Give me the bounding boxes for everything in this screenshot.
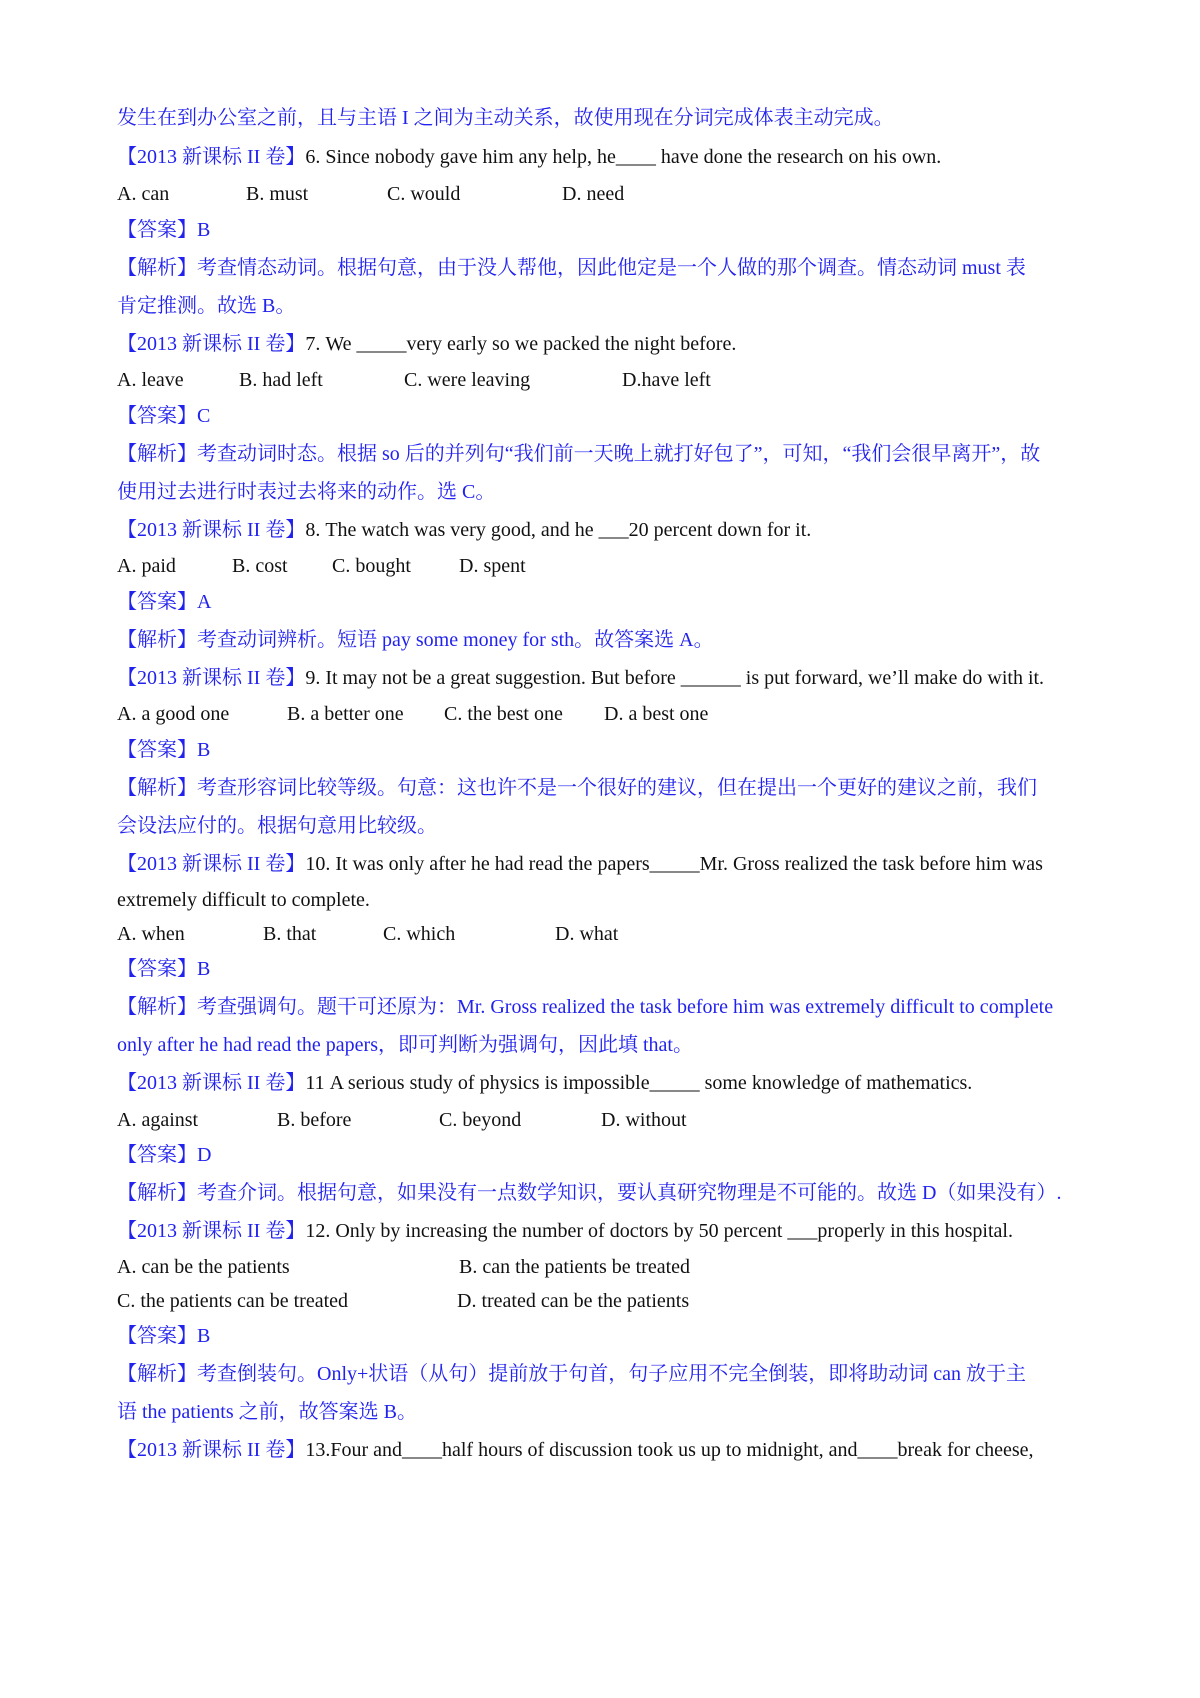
option-c: C. the best one [444, 703, 563, 725]
option-a: A. paid [117, 555, 176, 577]
option-b: B. can the patients be treated [459, 1256, 691, 1278]
question-text: 12. Only by increasing the number of doctors by 50 percent ___properly in this hospital. [305, 1220, 1013, 1242]
explanation: only after he had read the papers，即可判断为强调句，因此填 that。 [117, 1034, 693, 1056]
explanation: 【解析】考查形容词比较等级。句意：这也许不是一个很好的建议，但在提出一个更好的建议之前，我们 [117, 777, 1037, 799]
option-d: D. spent [459, 555, 526, 577]
explanation: 使用过去进行时表过去将来的动作。选 C。 [117, 481, 496, 503]
question-text: 9. It may not be a great suggestion. But before ______ is put forward, we’ll make do with it. [305, 667, 1045, 689]
question-9 [117, 664, 1097, 692]
option-d: D.have left [622, 369, 711, 391]
option-c: C. bought [332, 555, 411, 577]
option-c: C. would [387, 183, 461, 205]
option-a: A. can [117, 183, 170, 205]
question-12 [117, 1217, 1097, 1245]
question-text: 11 A serious study of physics is impossible_____ some knowledge of mathematics. [305, 1072, 973, 1094]
option-a: A. can be the patients [117, 1256, 290, 1278]
explanation: 语 the patients 之前，故答案选 B。 [117, 1401, 417, 1423]
answer: 【答案】C [117, 405, 211, 427]
option-b: B. must [246, 183, 309, 205]
explanation: 【解析】考查动词时态。根据 so 后的并列句“我们前一天晚上就打好包了”，可知，“我们会很早离开”，故 [117, 443, 1041, 465]
option-d: D. treated can be the patients [457, 1290, 690, 1312]
question-11 [117, 1069, 1097, 1097]
question-10 [117, 850, 1097, 878]
question-text: 7. We _____very early so we packed the night before. [305, 333, 737, 355]
option-a: A. a good one [117, 703, 230, 725]
option-c: C. the patients can be treated [117, 1290, 349, 1312]
option-a: A. against [117, 1109, 199, 1131]
option-b: B. that [263, 923, 317, 945]
option-b: B. cost [232, 555, 288, 577]
question-source: 【2013 新课标 II 卷】 [117, 1439, 306, 1461]
option-d: D. what [555, 923, 619, 945]
answer: 【答案】B [117, 739, 211, 761]
option-a: A. when [117, 923, 185, 945]
explanation: 【解析】考查介词。根据句意，如果没有一点数学知识，要认真研究物理是不可能的。故选 D（如果没有）. [117, 1182, 1062, 1204]
answer: 【答案】A [117, 591, 212, 613]
option-d: D. need [562, 183, 625, 205]
option-c: C. which [383, 923, 456, 945]
question-source: 【2013 新课标 II 卷】 [117, 1072, 306, 1094]
answer: 【答案】B [117, 1325, 211, 1347]
explanation: 【解析】考查强调句。题干可还原为：Mr. Gross realized the task before him was extremely difficult to complete [117, 996, 1054, 1018]
question-6 [117, 143, 1097, 171]
question-text: 8. The watch was very good, and he ___20 percent down for it. [305, 519, 812, 541]
answer: 【答案】B [117, 219, 211, 241]
question-13 [117, 1436, 1097, 1464]
question-text: 6. Since nobody gave him any help, he____ have done the research on his own. [305, 146, 942, 168]
option-b: B. had left [239, 369, 323, 391]
question-source: 【2013 新课标 II 卷】 [117, 1220, 306, 1242]
question-8 [117, 516, 1097, 544]
question-7 [117, 330, 1097, 358]
question-source: 【2013 新课标 II 卷】 [117, 146, 306, 168]
option-a: A. leave [117, 369, 184, 391]
question-source: 【2013 新课标 II 卷】 [117, 667, 306, 689]
explanation-continuation: 发生在到办公室之前，且与主语 I 之间为主动关系，故使用现在分词完成体表主动完成。 [117, 107, 894, 129]
option-d: D. a best one [604, 703, 709, 725]
answer: 【答案】D [117, 1144, 212, 1166]
option-c: C. were leaving [404, 369, 531, 391]
option-b: B. before [277, 1109, 352, 1131]
explanation: 【解析】考查倒装句。Only+状语（从句）提前放于句首，句子应用不完全倒装，即将助动词 can 放于主 [117, 1363, 1027, 1385]
explanation: 肯定推测。故选 B。 [117, 295, 296, 317]
option-b: B. a better one [287, 703, 404, 725]
question-source: 【2013 新课标 II 卷】 [117, 853, 306, 875]
question-text: 13.Four and____half hours of discussion took us up to midnight, and____break for cheese, [305, 1439, 1034, 1461]
explanation: 【解析】考查情态动词。根据句意，由于没人帮他，因此他定是一个人做的那个调查。情态动词 must 表 [117, 257, 1026, 279]
option-d: D. without [601, 1109, 687, 1131]
option-c: C. beyond [439, 1109, 522, 1131]
explanation: 【解析】考查动词辨析。短语 pay some money for sth。故答案选 A。 [117, 629, 714, 651]
question-source: 【2013 新课标 II 卷】 [117, 333, 306, 355]
question-text: 10. It was only after he had read the papers_____Mr. Gross realized the task before him was [305, 853, 1043, 875]
answer: 【答案】B [117, 958, 211, 980]
question-source: 【2013 新课标 II 卷】 [117, 519, 306, 541]
question-10-continuation: extremely difficult to complete. [117, 889, 370, 911]
explanation: 会设法应付的。根据句意用比较级。 [117, 815, 437, 837]
